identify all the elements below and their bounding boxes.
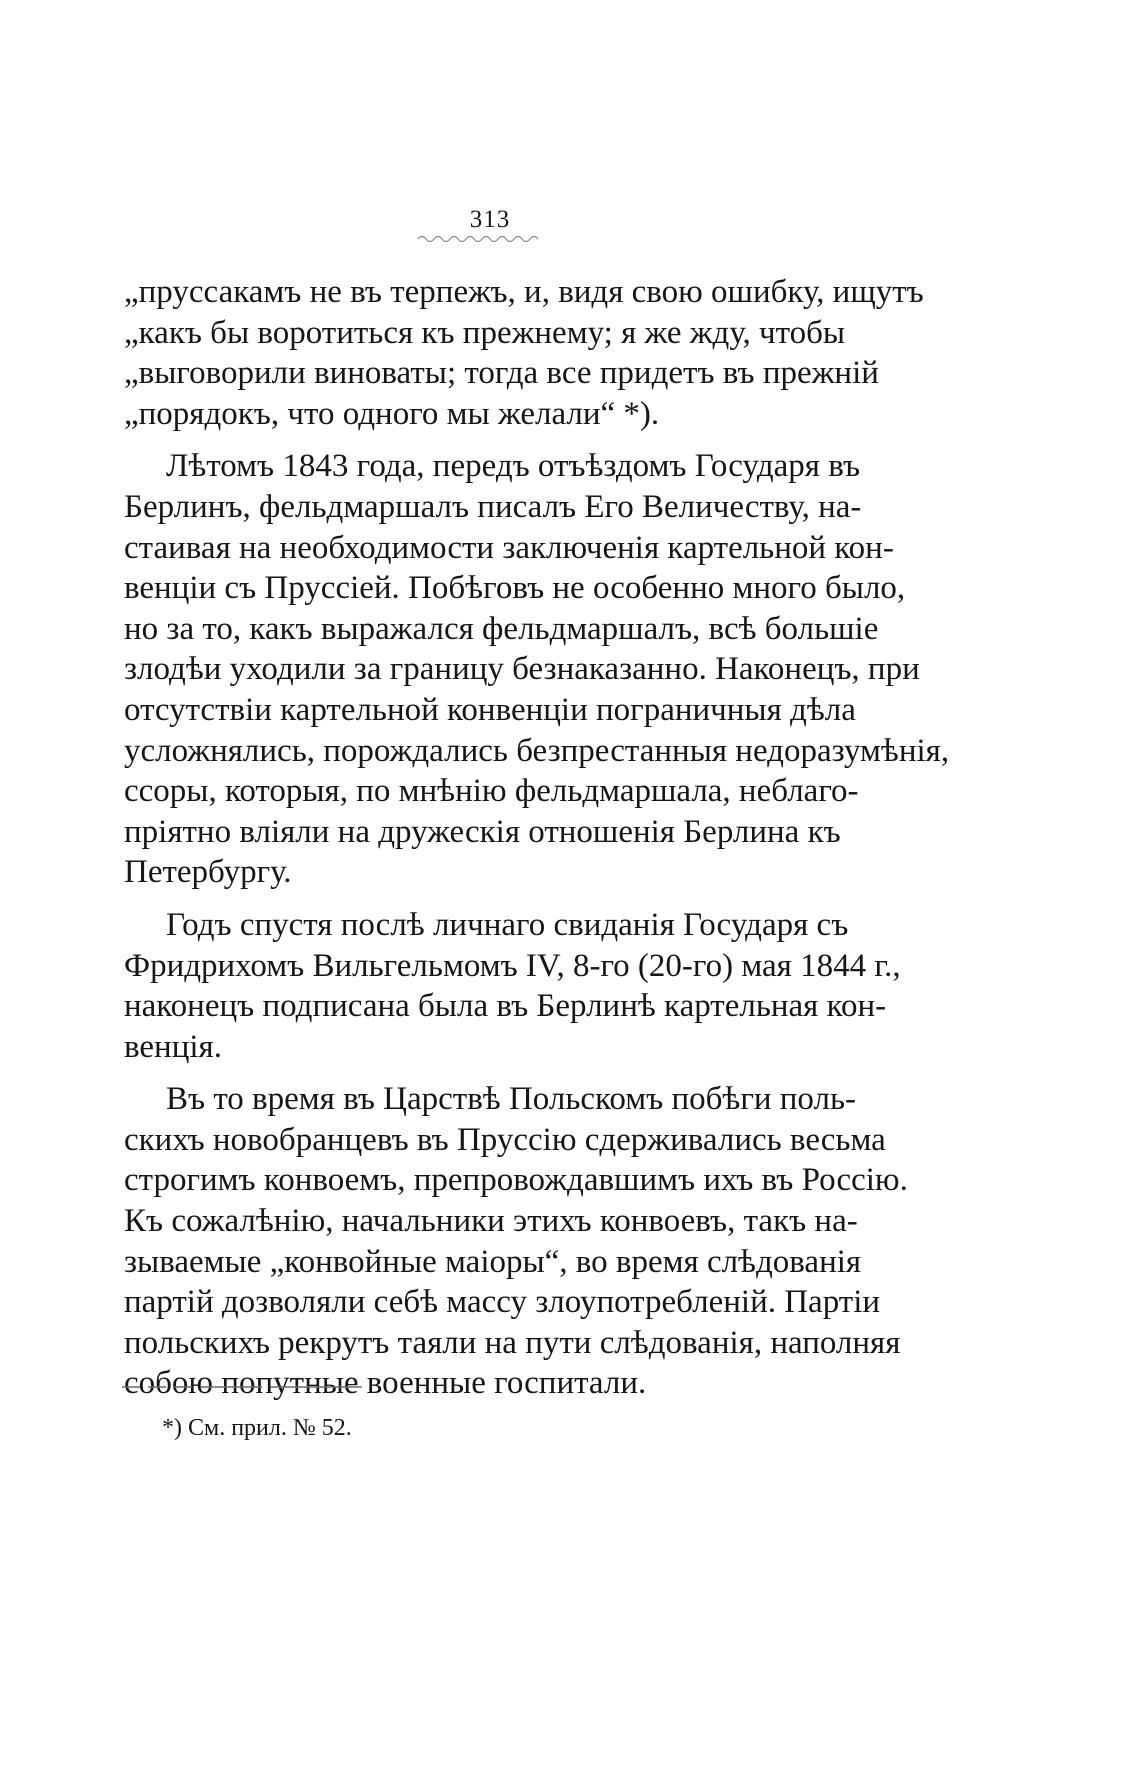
page-number: 313 (469, 206, 511, 233)
paragraph-2 (124, 446, 950, 893)
paragraph-3 (124, 905, 901, 1067)
text-line: собою попутные военные госпитали. (124, 1365, 647, 1402)
text-line: Фридрихомъ Вильгельмомъ IV, 8-го (20-го) мая 1844 г., (124, 947, 901, 984)
text-line: польскихъ рекрутъ таяли на пути слѣдованія, наполняя (124, 1324, 901, 1361)
text-line: отсутствіи картельной конвенціи пограничныя дѣла (124, 691, 856, 728)
text-line: Лѣтомъ 1843 года, передъ отъѣздомъ Государя въ (166, 448, 861, 485)
text-line: ссоры, которыя, по мнѣнію фельдмаршала, неблаго- (124, 773, 859, 810)
text-line: Берлинъ, фельдмаршалъ писалъ Его Величеству, на- (124, 488, 862, 525)
text-line: Къ сожалѣнію, начальники этихъ конвоевъ, такъ на- (124, 1203, 858, 1240)
text-line: усложнялись, порождались безпрестанныя недоразумѣнія, (124, 732, 950, 769)
text-line: скихъ новобранцевъ въ Пруссію сдерживались весьма (124, 1121, 886, 1158)
text-line: наконецъ подписана была въ Берлинѣ картельная кон- (124, 988, 887, 1025)
text-line: Годъ спустя послѣ личнаго свиданія Государя съ (166, 906, 849, 943)
text-line: пріятно вліяли на дружескія отношенія Берлина къ (124, 813, 841, 850)
text-line: Петербургу. (124, 854, 292, 891)
text-line: стаивая на необходимости заключенія картельной кон- (124, 529, 894, 566)
text-line: „порядокъ, что одного мы желали“ *). (124, 395, 660, 432)
footnote: *) См. прил. № 52. (162, 1415, 352, 1441)
text-line: злодѣи уходили за границу безнаказанно. Наконецъ, при (124, 651, 920, 688)
page-number-ornament (414, 232, 544, 244)
text-line: венція. (124, 1028, 222, 1065)
body-text (124, 272, 950, 1404)
text-line: венціи съ Пруссіей. Побѣговъ не особенно много было, (124, 570, 906, 607)
text-line: зываемые „конвойные маіоры“, во время слѣдованія (124, 1243, 862, 1280)
text-line: но за то, какъ выражался фельдмаршалъ, всѣ большіе (124, 610, 879, 647)
text-line: Въ то время въ Царствѣ Польскомъ побѣги поль- (166, 1081, 857, 1118)
paragraph-4 (124, 1079, 908, 1404)
text-line: „какъ бы воротиться къ прежнему; я же жду, чтобы (124, 314, 846, 351)
footnote-rule (122, 1384, 362, 1390)
text-line: партій дозволяли себѣ массу злоупотребленій. Партіи (124, 1284, 881, 1321)
text-line: „пруссакамъ не въ терпежъ, и, видя свою ошибку, ищутъ (124, 274, 924, 310)
paragraph-1 (124, 272, 924, 434)
text-line: строгимъ конвоемъ, препровождавшимъ ихъ въ Россію. (124, 1162, 908, 1199)
text-line: „выговорили виноваты; тогда все придетъ въ прежній (124, 355, 879, 392)
